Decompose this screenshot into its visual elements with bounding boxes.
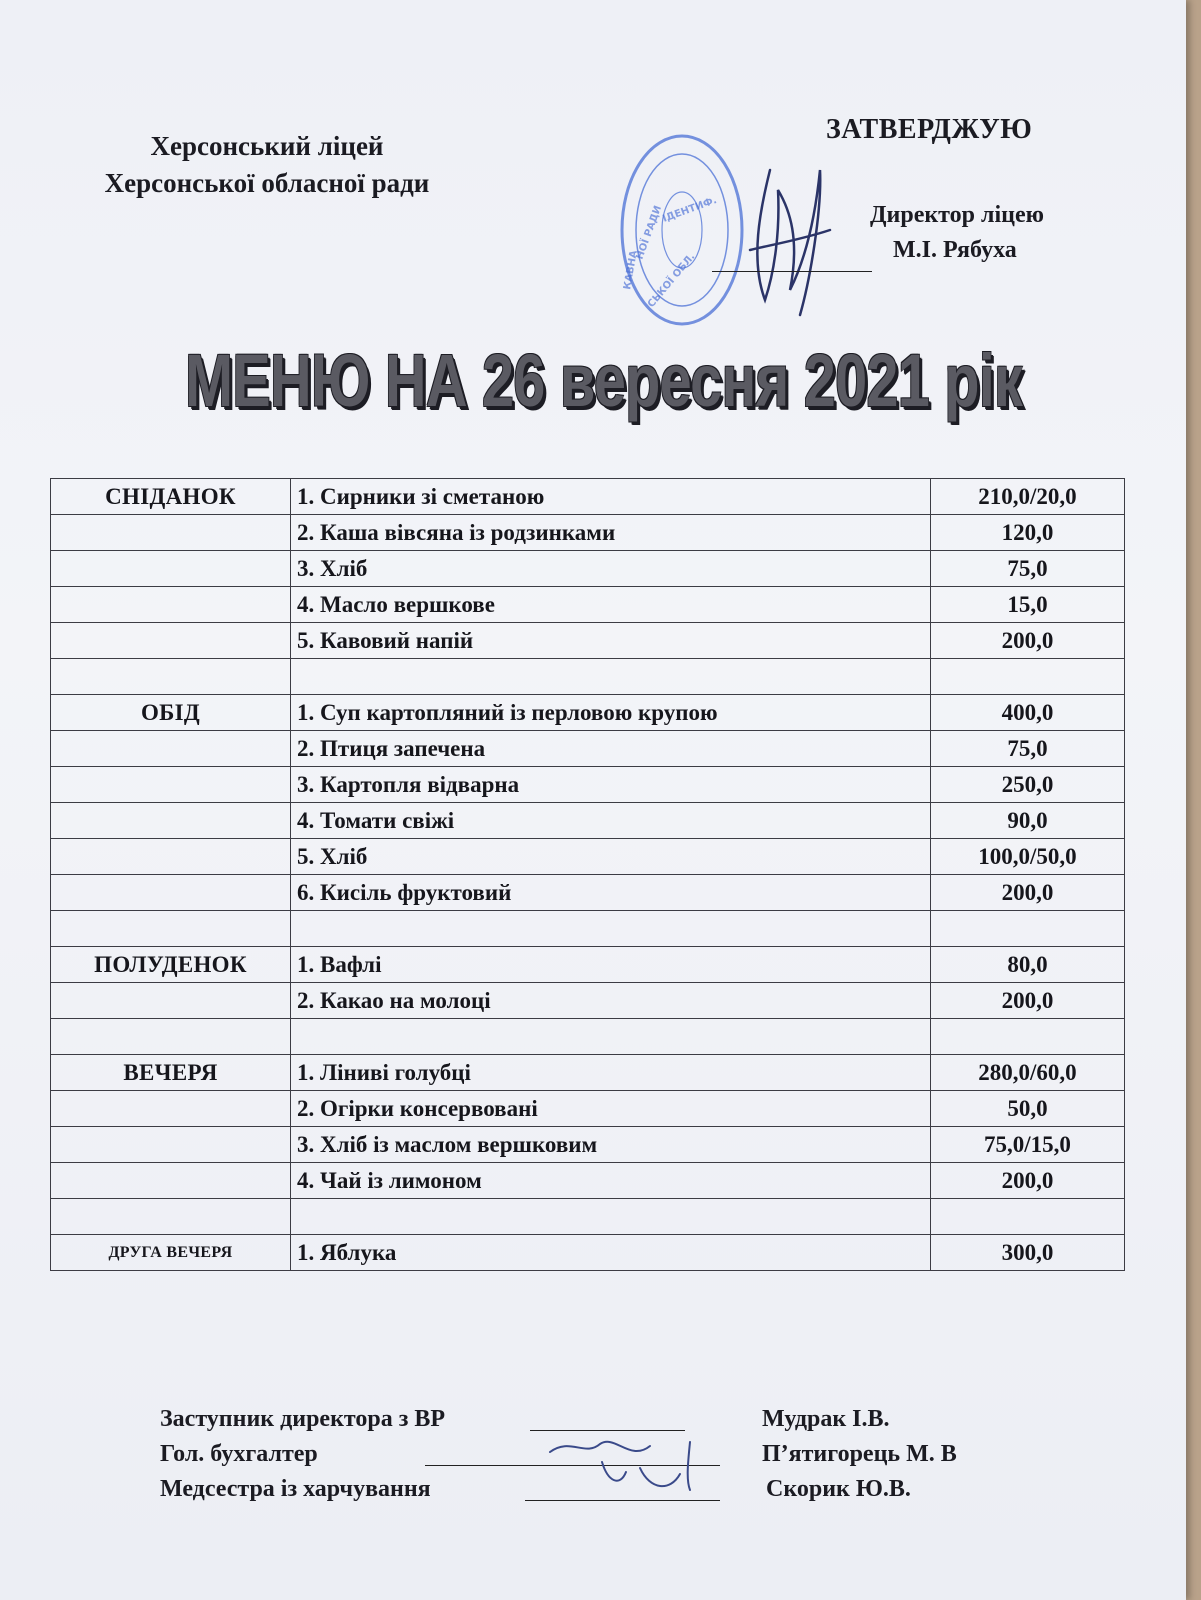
menu-quantity: 400,0 xyxy=(931,695,1125,731)
menu-dish xyxy=(291,1019,931,1055)
menu-category xyxy=(51,767,291,803)
approval-heading: ЗАТВЕРДЖУЮ xyxy=(826,114,1033,145)
menu-quantity: 75,0/15,0 xyxy=(931,1127,1125,1163)
menu-row xyxy=(51,1235,1125,1271)
menu-quantity: 15,0 xyxy=(931,587,1125,623)
menu-dish: 1. Яблука xyxy=(291,1235,931,1271)
menu-quantity: 200,0 xyxy=(931,983,1125,1019)
menu-dish: 2. Какао на молоці xyxy=(291,983,931,1019)
menu-quantity: 100,0/50,0 xyxy=(931,839,1125,875)
menu-row xyxy=(51,1127,1125,1163)
footer-role: Заступник директора з ВР xyxy=(160,1406,446,1432)
menu-dish: 5. Кавовий напій xyxy=(291,623,931,659)
menu-dish: 3. Хліб xyxy=(291,551,931,587)
menu-row xyxy=(51,839,1125,875)
menu-quantity xyxy=(931,911,1125,947)
menu-dish: 3. Картопля відварна xyxy=(291,767,931,803)
footer-signature-line xyxy=(530,1430,685,1431)
menu-category xyxy=(51,875,291,911)
menu-quantity: 300,0 xyxy=(931,1235,1125,1271)
menu-row xyxy=(51,983,1125,1019)
menu-table-body xyxy=(51,479,1125,1271)
organization-name xyxy=(52,128,482,202)
menu-row xyxy=(51,947,1125,983)
menu-quantity: 75,0 xyxy=(931,551,1125,587)
menu-quantity: 200,0 xyxy=(931,875,1125,911)
menu-category xyxy=(51,1199,291,1235)
menu-dish: 1. Суп картопляний із перловою крупою xyxy=(291,695,931,731)
menu-row xyxy=(51,587,1125,623)
footer-signatures xyxy=(540,1432,720,1492)
director-name: М.І. Рябуха xyxy=(893,237,1017,263)
menu-category xyxy=(51,551,291,587)
menu-quantity xyxy=(931,1199,1125,1235)
menu-quantity: 120,0 xyxy=(931,515,1125,551)
svg-text:НОЇ РАДИ: НОЇ РАДИ xyxy=(634,204,665,262)
menu-category xyxy=(51,623,291,659)
footer-role: Гол. бухгалтер xyxy=(160,1441,318,1467)
menu-quantity xyxy=(931,1019,1125,1055)
menu-row xyxy=(51,1091,1125,1127)
menu-dish xyxy=(291,911,931,947)
svg-text:КАВНА: КАВНА xyxy=(622,249,640,291)
menu-quantity: 200,0 xyxy=(931,1163,1125,1199)
menu-dish: 5. Хліб xyxy=(291,839,931,875)
menu-row xyxy=(51,479,1125,515)
menu-dish: 1. Вафлі xyxy=(291,947,931,983)
menu-dish xyxy=(291,1199,931,1235)
menu-category: ВЕЧЕРЯ xyxy=(51,1055,291,1091)
menu-quantity: 250,0 xyxy=(931,767,1125,803)
menu-category xyxy=(51,659,291,695)
menu-row-empty xyxy=(51,1019,1125,1055)
menu-quantity: 90,0 xyxy=(931,803,1125,839)
menu-row-empty xyxy=(51,659,1125,695)
menu-category xyxy=(51,1019,291,1055)
menu-category xyxy=(51,911,291,947)
menu-quantity: 280,0/60,0 xyxy=(931,1055,1125,1091)
menu-quantity: 200,0 xyxy=(931,623,1125,659)
menu-title: МЕНЮ НА 26 вересня 2021 рік xyxy=(185,339,1023,422)
menu-dish: 1. Сирники зі сметаною xyxy=(291,479,931,515)
director-signature-line xyxy=(712,271,872,272)
menu-category xyxy=(51,983,291,1019)
footer-person: Скорик Ю.В. xyxy=(766,1476,911,1502)
footer-signature-line xyxy=(525,1500,720,1501)
menu-dish: 4. Масло вершкове xyxy=(291,587,931,623)
menu-category xyxy=(51,587,291,623)
menu-quantity: 50,0 xyxy=(931,1091,1125,1127)
menu-row xyxy=(51,875,1125,911)
svg-text:ІДЕНТИФ.: ІДЕНТИФ. xyxy=(661,195,719,225)
footer-role: Медсестра із харчування xyxy=(160,1476,431,1502)
menu-category xyxy=(51,803,291,839)
menu-row-empty xyxy=(51,1199,1125,1235)
menu-dish: 3. Хліб із маслом вершковим xyxy=(291,1127,931,1163)
director-signature xyxy=(730,150,840,320)
menu-dish: 2. Птиця запечена xyxy=(291,731,931,767)
footer-person: П’ятигорець М. В xyxy=(762,1441,957,1467)
menu-category xyxy=(51,515,291,551)
menu-row xyxy=(51,551,1125,587)
menu-dish: 1. Ліниві голубці xyxy=(291,1055,931,1091)
menu-row xyxy=(51,623,1125,659)
menu-quantity: 75,0 xyxy=(931,731,1125,767)
footer-person: Мудрак І.В. xyxy=(762,1406,890,1432)
menu-row xyxy=(51,803,1125,839)
menu-table xyxy=(50,478,1125,1271)
menu-category xyxy=(51,1127,291,1163)
menu-dish: 6. Кисіль фруктовий xyxy=(291,875,931,911)
menu-quantity: 80,0 xyxy=(931,947,1125,983)
menu-category xyxy=(51,731,291,767)
menu-dish: 4. Томати свіжі xyxy=(291,803,931,839)
menu-row xyxy=(51,767,1125,803)
menu-dish: 2. Каша вівсяна із родзинками xyxy=(291,515,931,551)
menu-quantity xyxy=(931,659,1125,695)
menu-category: СНІДАНОК xyxy=(51,479,291,515)
menu-category xyxy=(51,1091,291,1127)
menu-dish xyxy=(291,659,931,695)
menu-row xyxy=(51,1055,1125,1091)
menu-row xyxy=(51,731,1125,767)
svg-text:СЬКОЇ ОБЛ.: СЬКОЇ ОБЛ. xyxy=(645,251,698,310)
menu-dish: 2. Огірки консервовані xyxy=(291,1091,931,1127)
menu-dish: 4. Чай із лимоном xyxy=(291,1163,931,1199)
menu-category xyxy=(51,839,291,875)
director-role: Директор ліцею xyxy=(870,202,1044,228)
organization-line-1: Херсонський ліцей xyxy=(150,131,384,161)
menu-category: ПОЛУДЕНОК xyxy=(51,947,291,983)
menu-quantity: 210,0/20,0 xyxy=(931,479,1125,515)
menu-category: ДРУГА ВЕЧЕРЯ xyxy=(51,1235,291,1271)
official-stamp xyxy=(612,130,744,330)
menu-category xyxy=(51,1163,291,1199)
organization-line-2: Херсонської обласної ради xyxy=(104,168,430,198)
menu-row xyxy=(51,695,1125,731)
menu-row-empty xyxy=(51,911,1125,947)
menu-row xyxy=(51,1163,1125,1199)
menu-category: ОБІД xyxy=(51,695,291,731)
menu-row xyxy=(51,515,1125,551)
